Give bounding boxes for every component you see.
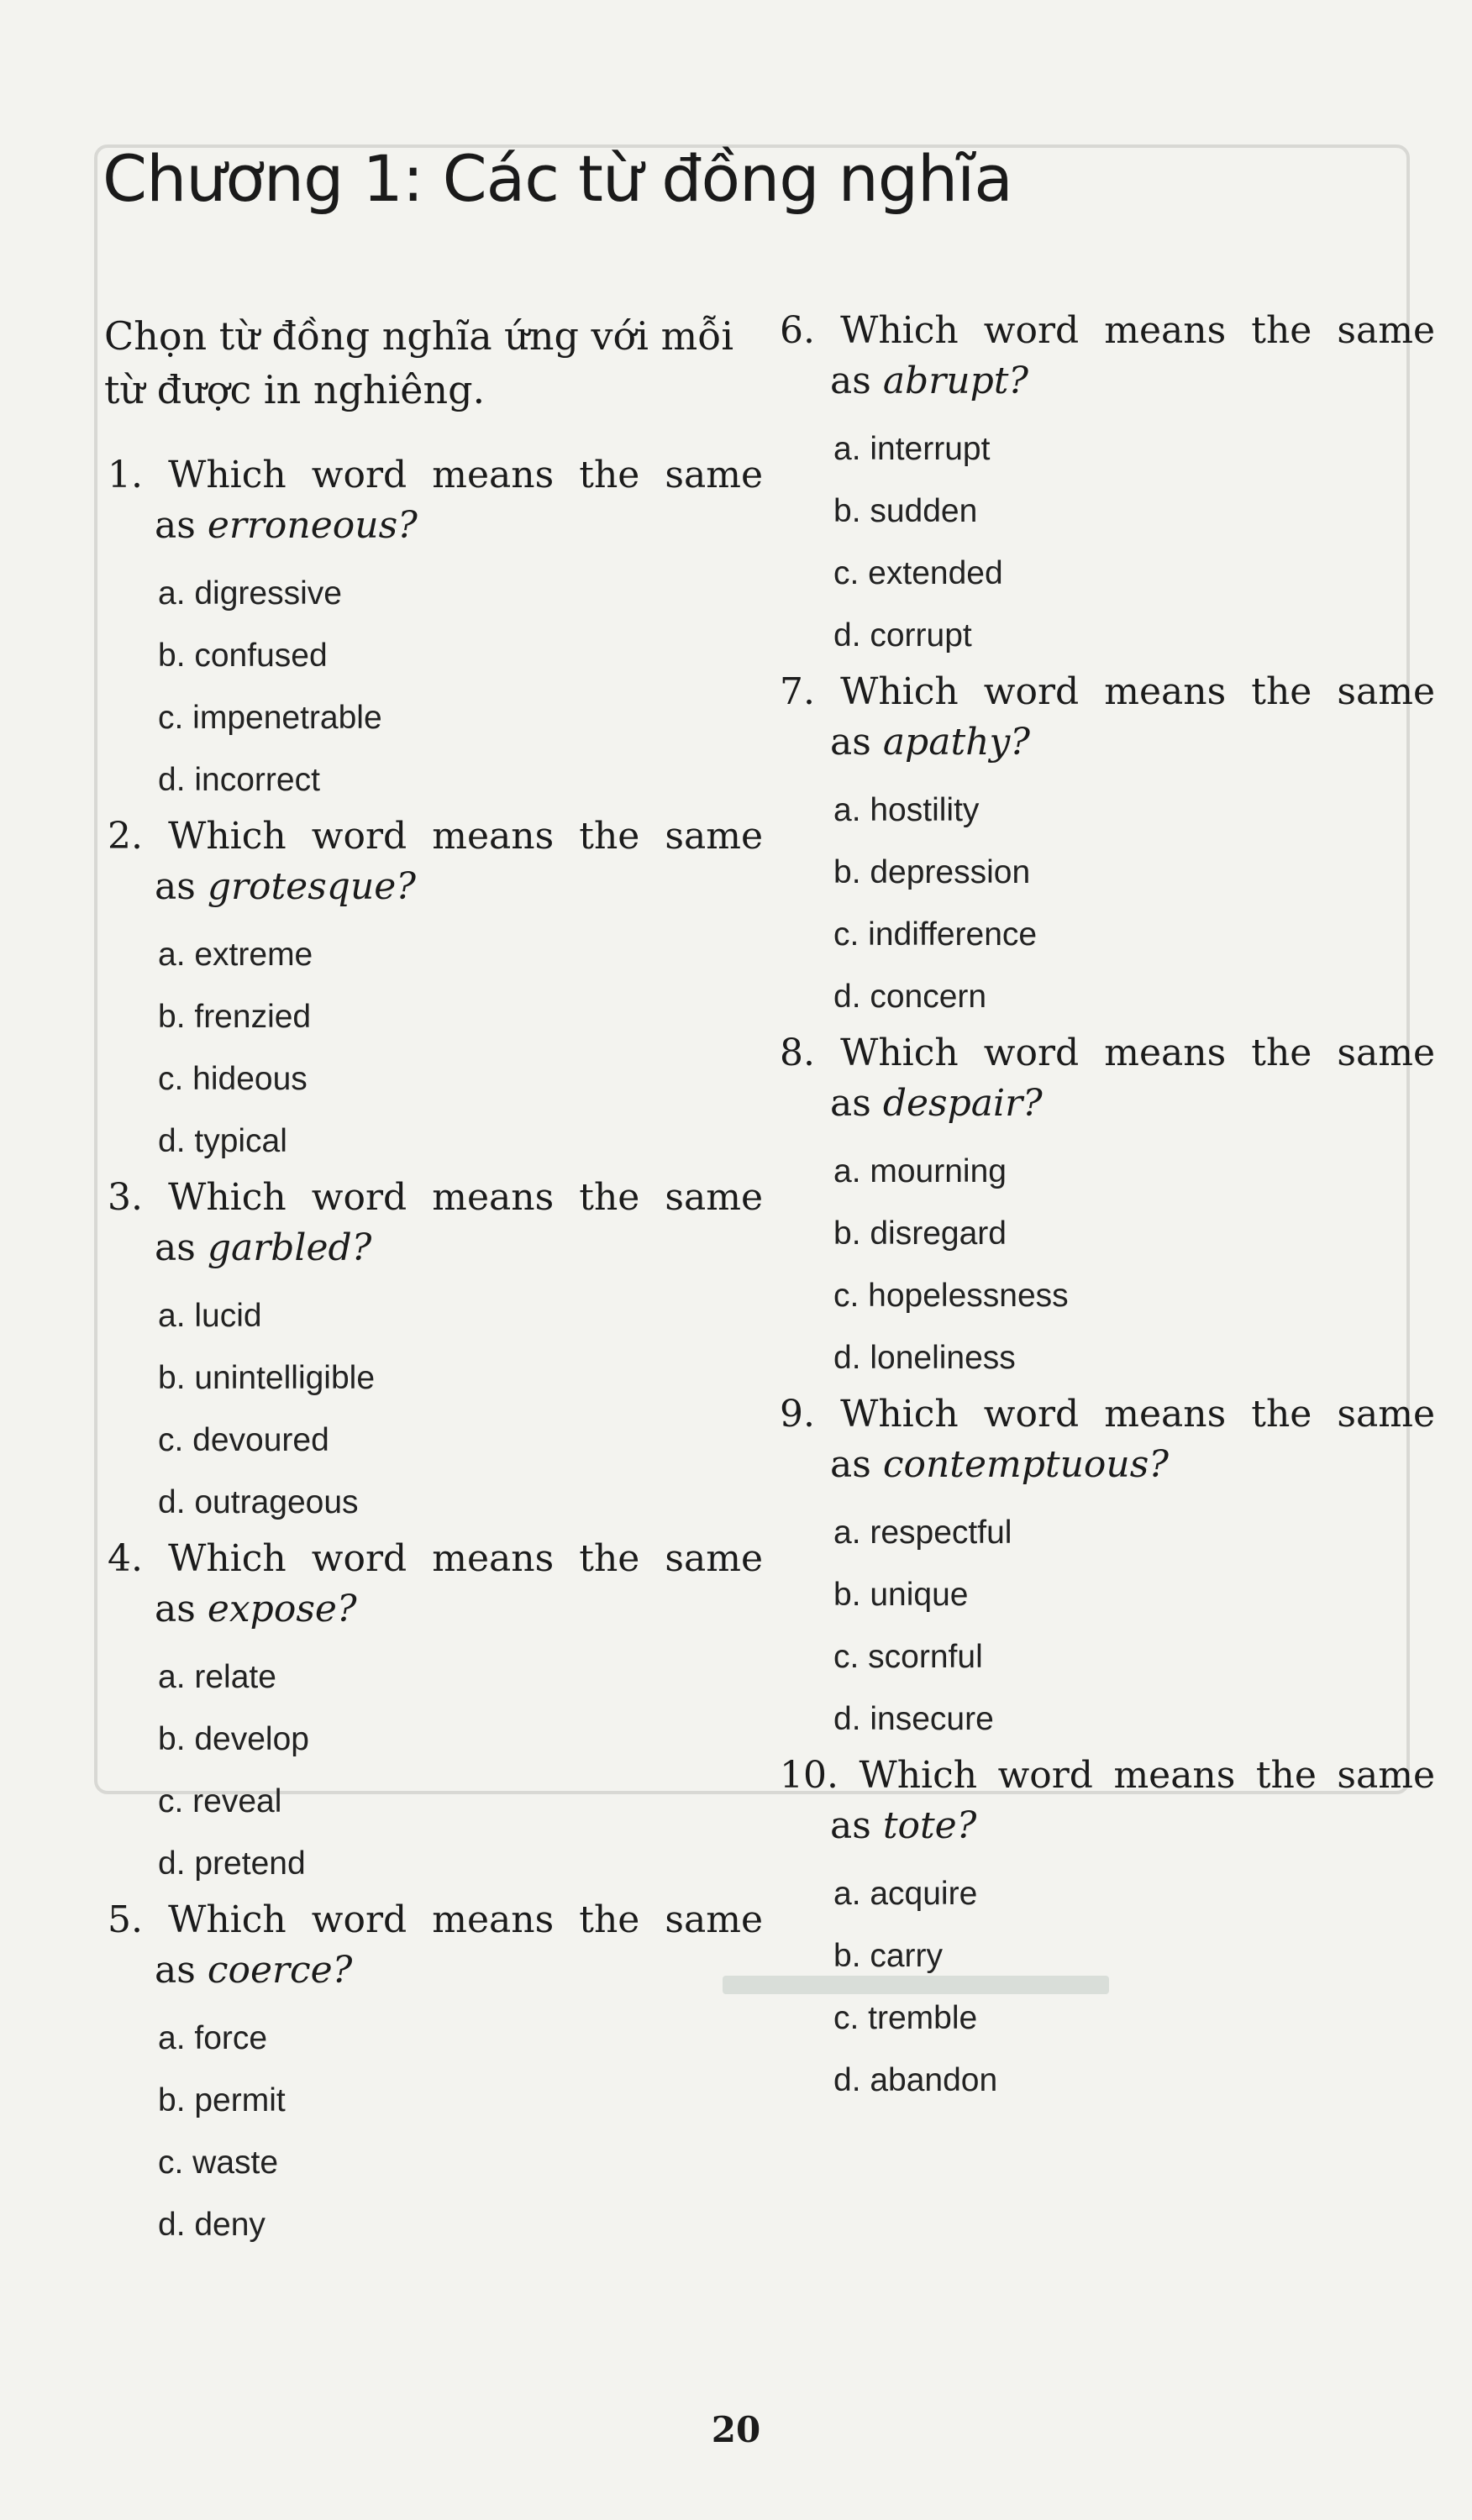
option-b[interactable]: b. frenzied bbox=[158, 999, 312, 1035]
option-c[interactable]: c. reveal bbox=[158, 1783, 282, 1819]
target-word: expose? bbox=[207, 1588, 357, 1630]
question-5 bbox=[108, 1895, 763, 2256]
question-target: as coerce? bbox=[155, 1949, 353, 1992]
question-stem: 9. Which word means the same bbox=[780, 1393, 1435, 1436]
question-target: as erroneous? bbox=[155, 504, 418, 547]
right-column bbox=[780, 306, 1435, 2112]
question-target: as tote? bbox=[830, 1804, 977, 1847]
question-target: as abrupt? bbox=[830, 360, 1029, 402]
option-list bbox=[108, 563, 763, 811]
target-word: despair? bbox=[882, 1082, 1043, 1125]
question-stem: 10. Which word means the same bbox=[780, 1754, 1435, 1797]
option-c[interactable]: c. hideous bbox=[158, 1061, 308, 1097]
option-d[interactable]: d. loneliness bbox=[833, 1340, 1016, 1376]
option-c[interactable]: c. impenetrable bbox=[158, 700, 382, 736]
option-c[interactable]: c. tremble bbox=[833, 2000, 978, 2036]
option-d[interactable]: d. insecure bbox=[833, 1701, 994, 1737]
left-column bbox=[108, 450, 763, 2256]
question-stem: 2. Which word means the same bbox=[108, 815, 763, 858]
option-d[interactable]: d. typical bbox=[158, 1123, 287, 1159]
page-number: 20 bbox=[711, 2409, 761, 2450]
target-word: garbled? bbox=[207, 1226, 372, 1269]
question-8 bbox=[780, 1028, 1435, 1389]
question-target: as expose? bbox=[155, 1588, 357, 1630]
option-a[interactable]: a. digressive bbox=[158, 575, 342, 612]
question-stem: 8. Which word means the same bbox=[780, 1032, 1435, 1074]
option-d[interactable]: d. pretend bbox=[158, 1845, 306, 1882]
option-a[interactable]: a. mourning bbox=[833, 1153, 1007, 1189]
question-4 bbox=[108, 1534, 763, 1895]
question-3 bbox=[108, 1173, 763, 1534]
option-b[interactable]: b. carry bbox=[833, 1938, 944, 1974]
option-c[interactable]: c. hopelessness bbox=[833, 1278, 1069, 1314]
question-2 bbox=[108, 811, 763, 1173]
option-list bbox=[108, 2008, 763, 2256]
target-word: apathy? bbox=[882, 721, 1030, 764]
option-list bbox=[780, 1502, 1435, 1751]
question-target: as garbled? bbox=[155, 1226, 372, 1269]
option-c[interactable]: c. extended bbox=[833, 555, 1003, 591]
option-a[interactable]: a. relate bbox=[158, 1659, 276, 1695]
question-6 bbox=[780, 306, 1435, 667]
option-c[interactable]: c. indifference bbox=[833, 916, 1038, 953]
target-word: erroneous? bbox=[207, 504, 418, 547]
option-a[interactable]: a. lucid bbox=[158, 1298, 262, 1334]
option-b[interactable]: b. unintelligible bbox=[158, 1360, 376, 1396]
decorative-bar bbox=[723, 1976, 1109, 1994]
target-word: abrupt? bbox=[882, 360, 1029, 402]
option-a[interactable]: a. respectful bbox=[833, 1515, 1012, 1551]
instruction-text: Chọn từ đồng nghĩa ứng với mỗi từ được in nghiêng. bbox=[104, 313, 734, 412]
question-stem: 4. Which word means the same bbox=[108, 1537, 763, 1580]
question-target: as apathy? bbox=[830, 721, 1030, 764]
option-d[interactable]: d. deny bbox=[158, 2207, 265, 2243]
question-target: as grotesque? bbox=[155, 865, 416, 908]
target-word: tote? bbox=[882, 1804, 977, 1847]
option-b[interactable]: b. depression bbox=[833, 854, 1031, 890]
option-a[interactable]: a. extreme bbox=[158, 937, 313, 973]
question-9 bbox=[780, 1389, 1435, 1751]
question-stem: 6. Which word means the same bbox=[780, 309, 1435, 352]
option-list bbox=[780, 418, 1435, 667]
question-1 bbox=[108, 450, 763, 811]
option-d[interactable]: d. abandon bbox=[833, 2062, 998, 2098]
question-target: as contemptuous? bbox=[830, 1443, 1169, 1486]
question-10 bbox=[780, 1751, 1435, 2112]
option-b[interactable]: b. sudden bbox=[833, 493, 978, 529]
option-list bbox=[780, 1141, 1435, 1389]
option-d[interactable]: d. corrupt bbox=[833, 617, 972, 654]
option-a[interactable]: a. acquire bbox=[833, 1876, 978, 1912]
question-stem: 1. Which word means the same bbox=[108, 454, 763, 496]
target-word: coerce? bbox=[207, 1949, 353, 1992]
option-b[interactable]: b. confused bbox=[158, 638, 328, 674]
option-list bbox=[108, 1646, 763, 1895]
question-target: as despair? bbox=[830, 1082, 1043, 1125]
chapter-title: Chương 1: Các từ đồng nghĩa bbox=[103, 141, 1012, 216]
option-d[interactable]: d. incorrect bbox=[158, 762, 320, 798]
option-list bbox=[108, 924, 763, 1173]
question-stem: 7. Which word means the same bbox=[780, 670, 1435, 713]
option-a[interactable]: a. hostility bbox=[833, 792, 980, 828]
question-stem: 3. Which word means the same bbox=[108, 1176, 763, 1219]
option-list bbox=[108, 1285, 763, 1534]
option-b[interactable]: b. develop bbox=[158, 1721, 309, 1757]
question-stem: 5. Which word means the same bbox=[108, 1898, 763, 1941]
option-d[interactable]: d. concern bbox=[833, 979, 987, 1015]
option-d[interactable]: d. outrageous bbox=[158, 1484, 359, 1520]
option-b[interactable]: b. unique bbox=[833, 1577, 969, 1613]
option-c[interactable]: c. devoured bbox=[158, 1422, 329, 1458]
option-a[interactable]: a. force bbox=[158, 2020, 268, 2056]
option-a[interactable]: a. interrupt bbox=[833, 431, 991, 467]
option-b[interactable]: b. permit bbox=[158, 2082, 286, 2118]
option-list bbox=[780, 780, 1435, 1028]
question-7 bbox=[780, 667, 1435, 1028]
target-word: grotesque? bbox=[207, 865, 416, 908]
option-b[interactable]: b. disregard bbox=[833, 1215, 1007, 1252]
option-c[interactable]: c. waste bbox=[158, 2145, 279, 2181]
target-word: contemptuous? bbox=[882, 1443, 1169, 1486]
option-c[interactable]: c. scornful bbox=[833, 1639, 983, 1675]
